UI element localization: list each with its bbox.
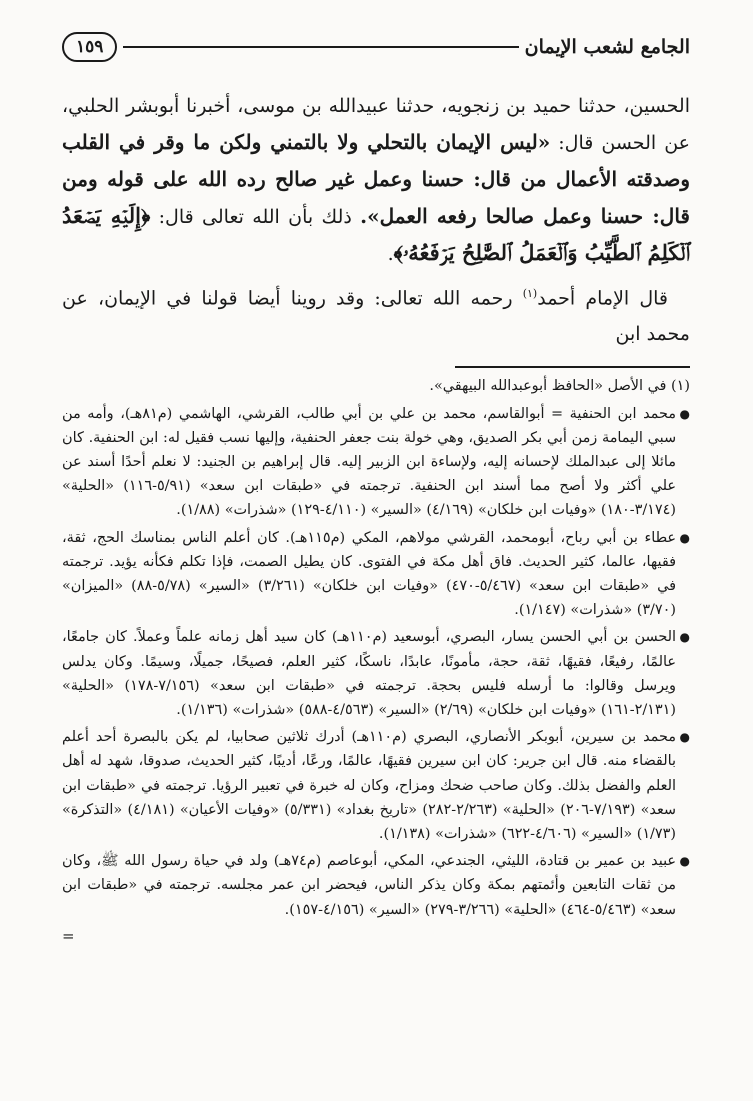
footnote-divider [455,366,690,368]
bullet-icon: ● [679,530,690,545]
bio-entry [62,526,690,623]
page [62,30,690,945]
bio-entry [62,402,690,523]
bio-entry [62,625,690,722]
quran-verse: ﴿إِلَيۡهِ يَصۡعَدُ ٱلۡكَلِمُ ٱلطَّيِّبُ وَٱلۡعَمَلُ ٱلصَّٰلِحُ يَرۡفَعُهُۥ﴾ [62,203,690,265]
isnad-text: الحسين، حدثنا حميد بن زنجويه، حدثنا عبيدالله بن موسى، أخبرنا أبوبشر الحلبي، عن الحسن قال: [62,95,690,154]
footnotes [62,374,690,945]
paragraph-imam-ahmad [62,276,690,352]
hasan-quote: «ليس الإيمان بالتحلي ولا بالتمني ولكن ما وقر في القلب وصدقته الأعمال من قال: حسنا وعمل غير صالح رده الله على قوله ومن قال: حسنا وعمل صالحا رفعه العمل». [62,130,690,228]
imam-ahmad-text: قال الإمام أحمد [537,287,668,310]
bullet-icon: ● [679,406,690,421]
header-rule [123,46,518,48]
continuation-mark: = [62,926,75,945]
bio-ata: عطاء بن أبي رباح، أبومحمد، القرشي مولاهم، المكي (م١١٥هـ). كان أعلم الناس بمناسك الحج، ثقة، فقيها، عالما، كثير الحديث. فاق أهل مكة في الفتوى. كان يطيل الصمت، فإذا تكلم فكأنه يؤيد. ترجمته في «طبقات ابن سعد» (٥/٤٦٧-٤٧٠) «وفيات ابن خلكان» (٣/٢٦١) «السير» (٥/٧٨-٨٨) «الميزان» (٣/٧٠) «شذرات» (١/١٤٧). [62,529,676,619]
bullet-icon: ● [679,854,690,869]
bio-ibn-sirin: محمد بن سيرين، أبوبكر الأنصاري، البصري (م١١٠هـ) أدرك ثلاثين صحابيا، لم يكن بالبصرة أحد أعلم بالقضاء منه. قال ابن جرير: كان ابن سيرين فقيهًا، عالمًا، ورعًا، أديبًا، كثير الحديث، صدوقا، شهد له أهل العلم والفضل بذلك. وكان صاحب ضحك ومزاح، وكان له خبرة في تعبير الرؤيا. ترجمته في «طبقات ابن سعد» (٧/١٩٣-٢٠٦) «الحلية» (٢/٢٦٣-٢٨٢) «تاريخ بغداد» (٥/٣٣١) «وفيات الأعيان» (٤/١٨١) «التذكرة» (١/٧٣) «السير» (٤/٦٠٦-٦٢٢) «شذرات» (١/١٣٨). [62,729,676,842]
paragraph-hasan-quote [62,88,690,272]
sentence-end: . [387,243,394,265]
footnote-ref: (١) [522,287,538,300]
bio-hasan-basri: الحسن بن أبي الحسن يسار، البصري، أبوسعيد (م١١٠هـ) كان سيد أهل زمانه علماً وعملاً. كان جامعًا، عالمًا، رفيعًا، فقيهًا، ثقة، حجة، مأمونًا، عابدًا، ناسكًا، كثير العلم، فصيحًا، جميلًا، وسيمًا. وكان يدلس ويرسل وقالوا: ما أرسله فليس بحجة. ترجمته في «طبقات ابن سعد» (٧/١٥٦-١٧٨) «الحلية» (٢/١٣١-١٦١) «وفيات ابن خلكان» (٢/٦٩) «السير» (٤/٥٦٣-٥٨٨) «شذرات» (١/١٣٦). [62,629,676,718]
page-number: ١٥٩ [62,32,117,62]
bio-ubayd-ibn-umayr: عبيد بن عمير بن قتادة، الليثي، الجندعي، المكي، أبوعاصم (م٧٤هـ) ولد في حياة رسول الله ﷺ، وكان من ثقات التابعين وأئمتهم بمكة وكان يذكر الناس، فيحضر ابن عمر مجلسه. ترجمته في «طبقات ابن سعد» (٥/٤٦٣-٤٦٤) «الحلية» (٣/٢٦٦-٢٧٩) «السير» (٤/١٥٦-١٥٧). [62,853,676,918]
connector-text: ذلك بأن الله تعالى قال: [150,206,361,228]
bio-ibn-al-hanafiyya: محمد ابن الحنفية = أبوالقاسم، محمد بن علي بن أبي طالب، القرشي، الهاشمي (م٨١هـ)، وأمه من سبي اليمامة زمن أبي بكر الصديق، وهي خولة بنت جعفر الحنفية، وإليها نسب فقيل له: ابن الحنفية. كان مائلا إلى عبدالملك لإحسانه إليه، ولإساءة ابن الزبير إليه. قال إبراهيم بن الجنيد: لا نعلم أحدًا أسند عن علي أكثر ولا أصح مما أسند ابن الحنفية. ترجمته في «طبقات ابن سعد» (٥/٩١-١١٦) «الحلية» (٣/١٧٤-١٨٠) «وفيات ابن خلكان» (٤/١٦٩) «السير» (٤/١١٠-١٢٩) «شذرات» (١/٨٨). [62,405,676,519]
main-text [62,88,690,352]
bullet-icon: ● [679,730,690,745]
bio-entry [62,849,690,945]
book-title: الجامع لشعب الإيمان [524,36,690,58]
footnote-1: (١) في الأصل «الحافظ أبوعبدالله البيهقي». [429,378,690,395]
imam-ahmad-continuation: رحمه الله تعالى: وقد روينا أيضا قولنا في الإيمان، عن محمد ابن [62,287,690,346]
bio-entry [62,725,690,846]
running-header [62,30,690,64]
bullet-icon: ● [679,630,690,645]
